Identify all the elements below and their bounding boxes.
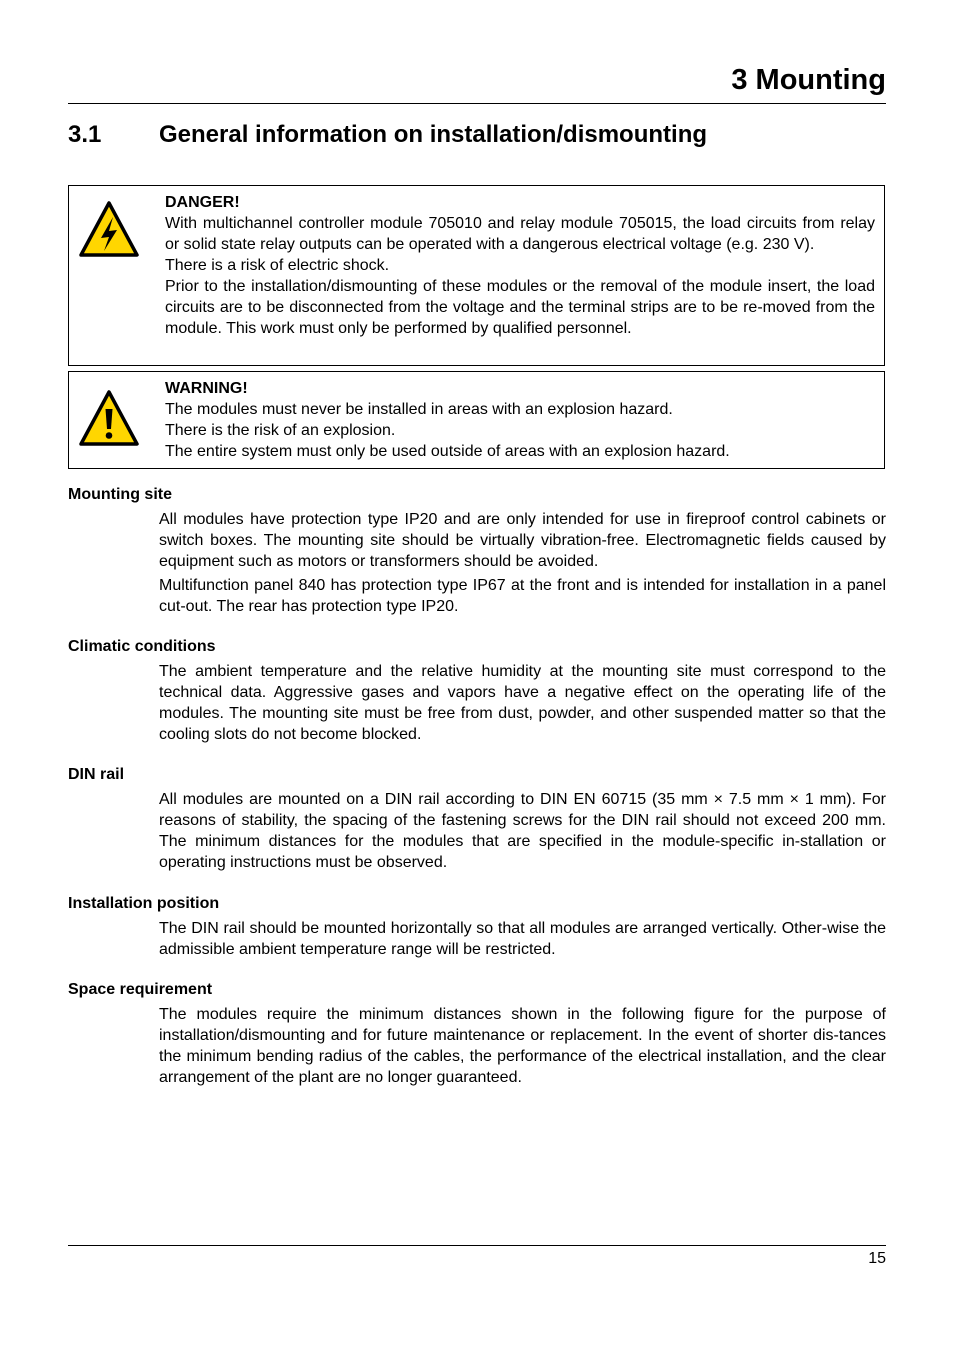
space-requirement-section (68, 980, 886, 1091)
subsection-heading: DIN rail (68, 766, 125, 783)
subsection-heading: Climatic conditions (68, 638, 216, 655)
high-voltage-warning-icon (78, 200, 140, 258)
warning-line: The entire system must only be used outside of areas with an explosion hazard. (165, 443, 730, 460)
mounting-site-section (68, 485, 886, 620)
danger-label: DANGER! (165, 194, 240, 211)
chapter-title: 3 Mounting (731, 64, 886, 96)
subsection-heading: Installation position (68, 895, 220, 912)
footer-rule (68, 1245, 886, 1246)
header-rule (68, 103, 886, 104)
warning-label: WARNING! (165, 380, 248, 397)
section-heading (68, 121, 707, 149)
paragraph: All modules are mounted on a DIN rail according to DIN EN 60715 (35 mm × 7.5 mm × 1 mm). For reasons of stability, the spacing of the fastening screws for the DIN rail should not exceed 200 mm. The minimum distances for the modules that are specified in the module-specific in-stallation or operating instructions must be observed. (159, 791, 886, 871)
page-number: 15 (868, 1250, 886, 1267)
danger-line: Prior to the installation/dismounting of these modules or the removal of the module insert, the load circuits are to be disconnected from the voltage and the terminal strips are to be re-moved from the module. This work must only be performed by qualified personnel. (165, 278, 875, 337)
warning-notice (68, 371, 885, 469)
din-rail-section (68, 765, 886, 876)
subsection-heading: Space requirement (68, 981, 213, 998)
paragraph: All modules have protection type IP20 and are only intended for use in fireproof control cabinets or switch boxes. The mounting site should be virtually vibration-free. Electromagnetic fields caused by equipment such as motors or transformers should be avoided. (159, 511, 886, 570)
paragraph: The DIN rail should be mounted horizontally so that all modules are arranged vertically. Other-wise the admissible ambient temperature range will be restricted. (159, 920, 886, 958)
general-warning-icon (78, 389, 140, 447)
paragraph: The modules require the minimum distances shown in the following figure for the purpose of installation/dismounting and for future maintenance or replacement. In the event of shorter dis-tances the minimum bending radius of the cables, the performance of the electrical installation, and the clear arrangement of the plant are no longer guaranteed. (159, 1006, 886, 1086)
warning-line: The modules must never be installed in areas with an explosion hazard. (165, 401, 673, 418)
section-title: General information on installation/dismounting (159, 121, 708, 148)
danger-line: With multichannel controller module 705010 and relay module 705015, the load circuits from relay or solid state relay outputs can be operated with a dangerous electrical voltage (e.g. 230 V). (165, 215, 875, 253)
installation-position-section (68, 894, 886, 963)
subsection-heading: Mounting site (68, 486, 172, 503)
danger-line: There is a risk of electric shock. (165, 257, 390, 274)
paragraph: The ambient temperature and the relative humidity at the mounting site must correspond to the technical data. Aggressive gases and vapors have a negative effect on the operating life of the modules. The mounting site must be free from dust, powder, and other suspended matter so that the cooling slots do not become blocked. (159, 663, 886, 743)
warning-line: There is the risk of an explosion. (165, 422, 396, 439)
danger-notice (68, 185, 885, 366)
paragraph: Multifunction panel 840 has protection type IP67 at the front and is intended for installation in a panel cut-out. The rear has protection type IP20. (159, 577, 886, 615)
section-number: 3.1 (68, 121, 102, 148)
climatic-conditions-section (68, 637, 886, 748)
